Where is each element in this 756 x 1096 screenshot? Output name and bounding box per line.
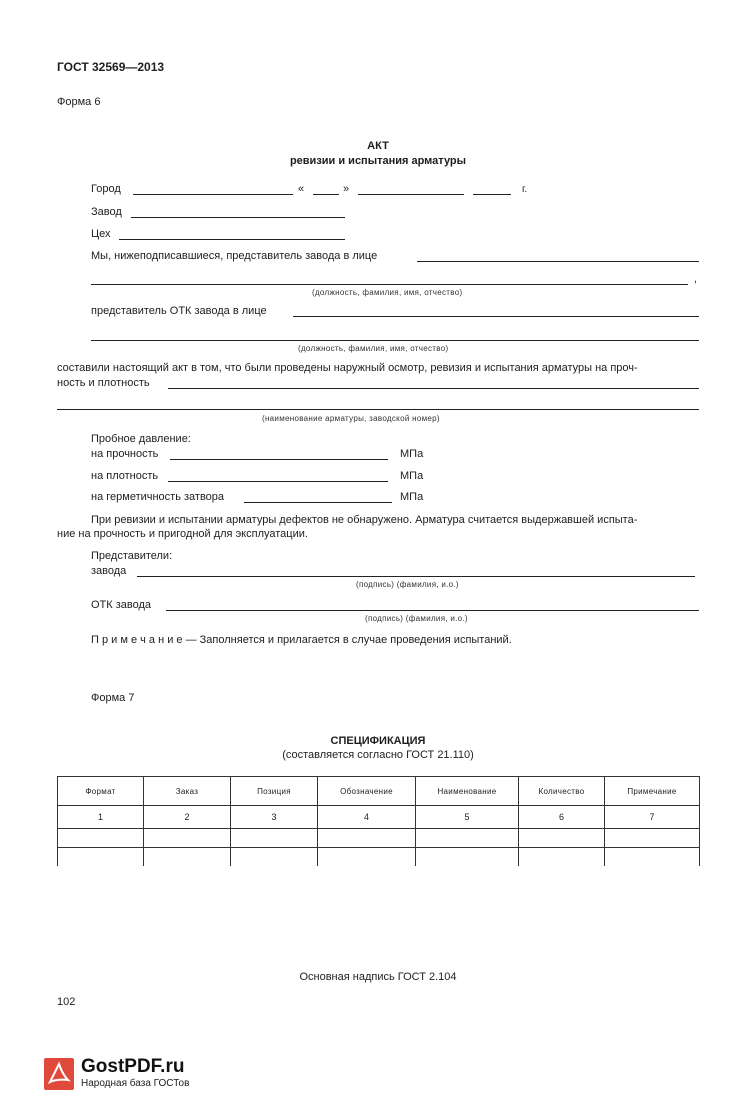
note-label: П р и м е ч а н и е (91, 634, 183, 646)
col-number: 5 (416, 806, 519, 829)
year-suffix: г. (522, 184, 528, 195)
col-header-quantity: Количество (519, 777, 605, 806)
col-header-designation: Обозначение (318, 777, 416, 806)
valve-field[interactable] (168, 388, 699, 389)
table-cell[interactable] (318, 829, 416, 848)
table-cell[interactable] (231, 848, 318, 867)
table-row (58, 829, 700, 848)
tightness-label: на герметичность затвора (91, 491, 225, 503)
table-cell[interactable] (58, 829, 144, 848)
tightness-field[interactable] (244, 502, 392, 503)
brand-name[interactable]: GostPDF.ru (81, 1056, 185, 1077)
city-label: Город (91, 183, 121, 195)
col-header-format: Формат (58, 777, 144, 806)
col-header-order: Заказ (144, 777, 231, 806)
plant-rep-field[interactable] (417, 261, 699, 262)
shop-label: Цех (91, 228, 111, 240)
plant-field[interactable] (131, 217, 345, 218)
note-text: — Заполняется и прилагается в случае проведения испытаний. (182, 634, 512, 646)
plant-sign-field[interactable] (137, 576, 695, 577)
act-title: АКТ (367, 140, 389, 152)
quote-close: » (343, 183, 350, 195)
we-undersigned-text: Мы, нижеподписавшиеся, представитель завода в лице (91, 250, 378, 262)
compiled-text-line2: ность и плотность (57, 377, 150, 389)
density-label: на плотность (91, 470, 159, 482)
city-field[interactable] (133, 194, 293, 195)
test-pressure-label: Пробное давление: (91, 433, 191, 445)
spec-number-row (58, 806, 700, 829)
act-subtitle: ревизии и испытания арматуры (289, 155, 467, 167)
caption-valve: (наименование арматуры, заводской номер) (262, 414, 440, 423)
strength-field[interactable] (170, 459, 388, 460)
otk-rep-field[interactable] (293, 316, 699, 317)
col-number: 7 (605, 806, 700, 829)
col-number: 6 (519, 806, 605, 829)
spec-subtitle: (составляется согласно ГОСТ 21.110) (282, 749, 474, 761)
otk-rep-field-2[interactable] (91, 340, 699, 341)
otk-rep-text: представитель ОТК завода в лице (91, 305, 267, 317)
otk-sign-field[interactable] (166, 610, 699, 611)
form6-label: Форма 6 (57, 96, 101, 108)
plant-label: Завод (91, 206, 122, 218)
conclusion-line1: При ревизии и испытании арматуры дефектов не обнаружено. Арматура считается выдержавшей испыта- (91, 514, 638, 526)
standard-number: ГОСТ 32569—2013 (57, 60, 165, 74)
note (91, 634, 512, 646)
plant-rep-field-2[interactable] (91, 284, 688, 285)
caption-otk-rep: (должность, фамилия, имя, отчество) (298, 344, 449, 353)
caption-sign1: (подпись) (фамилия, и.о.) (356, 580, 459, 589)
table-cell[interactable] (416, 848, 519, 867)
table-cell[interactable] (519, 848, 605, 867)
col-header-name: Наименование (416, 777, 519, 806)
pdf-logo-icon[interactable] (44, 1058, 74, 1090)
col-header-position: Позиция (231, 777, 318, 806)
table-row (58, 848, 700, 867)
table-cell[interactable] (605, 829, 700, 848)
table-cell[interactable] (58, 848, 144, 867)
spec-table (57, 776, 700, 866)
day-field[interactable] (313, 194, 339, 195)
density-unit: МПа (400, 470, 424, 482)
main-inscription: Основная надпись ГОСТ 2.104 (299, 971, 457, 983)
conclusion-line2: ние на прочность и пригодной для эксплуатации. (57, 528, 308, 540)
representatives-label: Представители: (91, 550, 173, 562)
comma: , (694, 273, 698, 285)
page-number: 102 (57, 996, 76, 1008)
col-header-note: Примечание (605, 777, 700, 806)
col-number: 2 (144, 806, 231, 829)
strength-unit: МПа (400, 448, 424, 460)
table-cell[interactable] (231, 829, 318, 848)
table-cell[interactable] (144, 829, 231, 848)
caption-sign2: (подпись) (фамилия, и.о.) (365, 614, 468, 623)
strength-label: на прочность (91, 448, 159, 460)
month-field[interactable] (358, 194, 464, 195)
year-field[interactable] (473, 194, 511, 195)
table-cell[interactable] (144, 848, 231, 867)
col-number: 3 (231, 806, 318, 829)
density-field[interactable] (168, 481, 388, 482)
plant-sign-label: завода (91, 565, 127, 577)
col-number: 1 (58, 806, 144, 829)
table-cell[interactable] (416, 829, 519, 848)
caption-plant-rep: (должность, фамилия, имя, отчество) (312, 288, 463, 297)
col-number: 4 (318, 806, 416, 829)
otk-sign-label: ОТК завода (91, 599, 152, 611)
table-cell[interactable] (318, 848, 416, 867)
form7-label: Форма 7 (91, 692, 135, 704)
quote-open: « (298, 183, 305, 195)
brand-tagline: Народная база ГОСТов (81, 1078, 190, 1089)
table-cell[interactable] (605, 848, 700, 867)
table-cell[interactable] (519, 829, 605, 848)
shop-field[interactable] (119, 239, 345, 240)
tightness-unit: МПа (400, 491, 424, 503)
compiled-text-line1: составили настоящий акт в том, что были проведены наружный осмотр, ревизия и испытания арматуры на проч- (57, 362, 638, 374)
spec-header-row (58, 777, 700, 806)
spec-title: СПЕЦИФИКАЦИЯ (330, 735, 426, 747)
valve-field-2[interactable] (57, 409, 699, 410)
